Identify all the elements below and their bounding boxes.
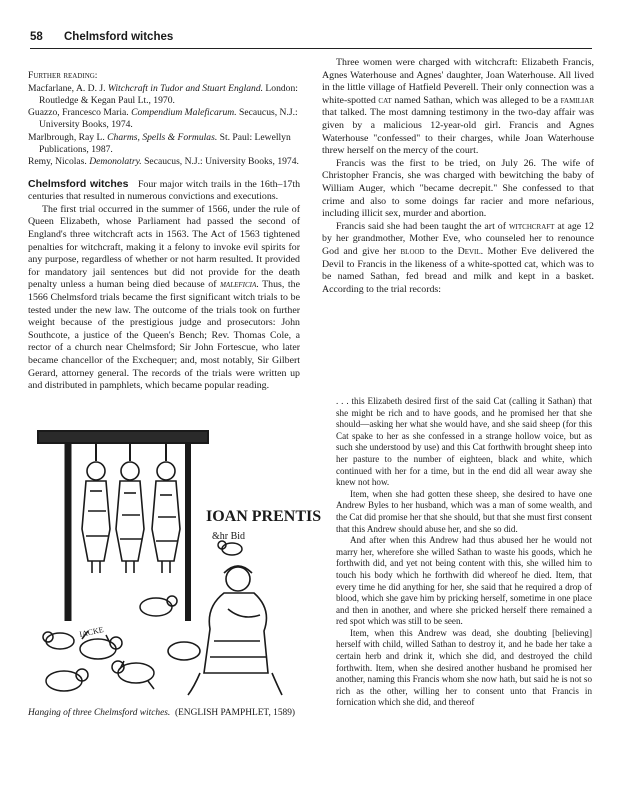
body-paragraph: Three women were charged with witchcraft: Elizabeth Francis, Agnes Waterhouse and Agnes' daughter, Joan Waterhouse. All lived in the little village of Hatfield Peverell. Their only connection was a white-spotted cat named Sathan, which was alleged to be a familiar that talked. The most damning testimony in the two-day affair was given by a malicious 12-year-old girl. Francis and Agnes Waterhouse "confessed" to their charges, while Joan Waterhouse threw herself on the mercy of the court. <box>322 57 594 157</box>
figure-label-sub: &hr Bid <box>212 531 246 542</box>
reference-item: Guazzo, Francesco Maria. Compendium Maleficarum. Secaucus, N.J.: University Books, 1974. <box>28 107 298 131</box>
entry-headword: Chelmsford witches <box>28 177 129 190</box>
cross-reference: familiar <box>560 94 594 106</box>
quote-paragraph: Item, when she had gotten these sheep, she desired to have one Andrew Byles to her husband, which was a man of some wealth, and the Cat did promise her that she should, but that she must first consent that this Andrew should abuse her, and she so did. <box>336 488 592 534</box>
quote-paragraph: And after when this Andrew had thus abused her he would not marry her, wherefore she willed Sathan to waste his goods, which he forthwith did, and yet not being content with this, she willed him to touch his body which he forthwith did whereof he died. Item, that every time he did anything for her, she said that he required a drop of blood, which she gave him by pricking herself, sometime in one place and then in another, and where she pricked herself there remained a red spot which was still to be seen. <box>336 535 592 627</box>
caption-source: (ENGLISH PAMPHLET, 1589) <box>174 708 296 718</box>
cross-reference: cat <box>378 94 392 106</box>
caption-title: Hanging of three Chelmsford witches. <box>28 708 171 718</box>
woodcut-drawing <box>28 411 322 699</box>
hanging-figure <box>116 462 144 573</box>
body-paragraph: Francis said she had been taught the art of witchcraft at age 12 by her grandmother, Mother Eve, who counseled her to renounce God and give her blood to the Devil. Mother Eve delivered the Devil to Francis in the likeness of a white-spotted cat, which was to be named Sathan, fed bread and milk and kept in a basket. According to the trial records: <box>322 220 594 295</box>
body-paragraph: The first trial occurred in the summer of 1566, under the rule of Queen Elizabeth, whose Parliament had passed the second of England's three witchcraft acts in 1563. The Act of 1563 tightened penalties for witchcraft, making it a felony to invoke evil spirits for any purpose, regardless of whether or not harm resulted. It provided for mandatory jail sentences but did not provide for the death penalty unless a human being died because of maleficia. Thus, the 1566 Chelmsford trials became the first significant witch trials to be tested under the new law. The outcome of the trials took on further weight because of the prestigious judge and prosecutors: John Southcote, a justice of the Queen's Bench; Rev. Thomas Cole, a rector of a church near Chelmsford; Sir John Fortescue, who later became chancellor of the Exchequer; and, most notably, Sir Gilbert Gerard, attorney general. The records of the trials were written up and distributed in pamphlets, which became popular reading. <box>28 203 301 392</box>
figure-label-name: IOAN PRENTIS <box>206 508 322 525</box>
reference-item: Remy, Nicolas. Demonolatry. Secaucus, N.J.: University Books, 1974. <box>28 156 299 168</box>
trial-record-quote <box>336 396 592 709</box>
body-paragraph: Francis was the first to be tried, on July 26. The wife of Christopher Francis, she was charged with bewitching the baby of William Auger, which "became decrepit." She confessed to that crime and also to some doings far racier and more nefarious, including illicit sex, murder and abortion. <box>322 157 594 220</box>
further-reading-list <box>28 83 300 169</box>
hanging-figure <box>82 462 110 573</box>
cross-reference: maleficia <box>220 279 257 291</box>
cross-reference: blood <box>400 245 425 257</box>
entry-intro: Chelmsford witches Four major witch trails in the 16th–17th centuries that resulted in numerous convictions and executions. <box>28 177 301 203</box>
woodcut-illustration <box>28 411 322 699</box>
familiar-animals <box>43 541 242 691</box>
left-column <box>28 70 300 393</box>
figure-label-toad: IACKE <box>78 625 105 639</box>
right-column <box>322 57 594 296</box>
hanging-figure <box>152 462 180 573</box>
further-reading-label: Further reading: <box>28 70 98 81</box>
running-title: Chelmsford witches <box>64 31 174 43</box>
quote-paragraph: . . . this Elizabeth desired first of the said Cat (calling it Sathan) that she might be rich and to have goods, and he promised her that she should—asking her what she would have, and she said sheep (for this Cat spake to her as she confessed in a strange hollow voice, but as such she understood by use) and this Cat forthwith brought sheep into her pasture to the number of eighteen, black and white, which continued with her for a time, but in the end did all wear away she knew not how. <box>336 396 592 488</box>
quote-paragraph: Item, when this Andrew was dead, she doubting [believing] herself with child, willed Sathan to destroy it, and he bade her take a certain herb and drink it, which she did, and destroyed the child forthwith. Item, when she desired another husband he promised her another, naming this Francis whom she now hath, but said he is not so rich as the other, willing her to consent unto that Francis in fornication which she did, and thereof <box>336 627 592 708</box>
cross-reference: witchcraft <box>508 220 555 232</box>
figure-caption <box>28 707 300 719</box>
reference-item: Macfarlane, A. D. J. Witchcraft in Tudor and Stuart England. London: Routledge & Kegan Paul Lt., 1970. <box>28 82 298 106</box>
page-number: 58 <box>30 31 43 43</box>
running-header <box>30 30 592 49</box>
reference-item: Marlbrough, Ray L. Charms, Spells & Formulas. St. Paul: Lewellyn Publications, 1987. <box>28 131 291 156</box>
cross-reference: Devil <box>457 245 481 257</box>
